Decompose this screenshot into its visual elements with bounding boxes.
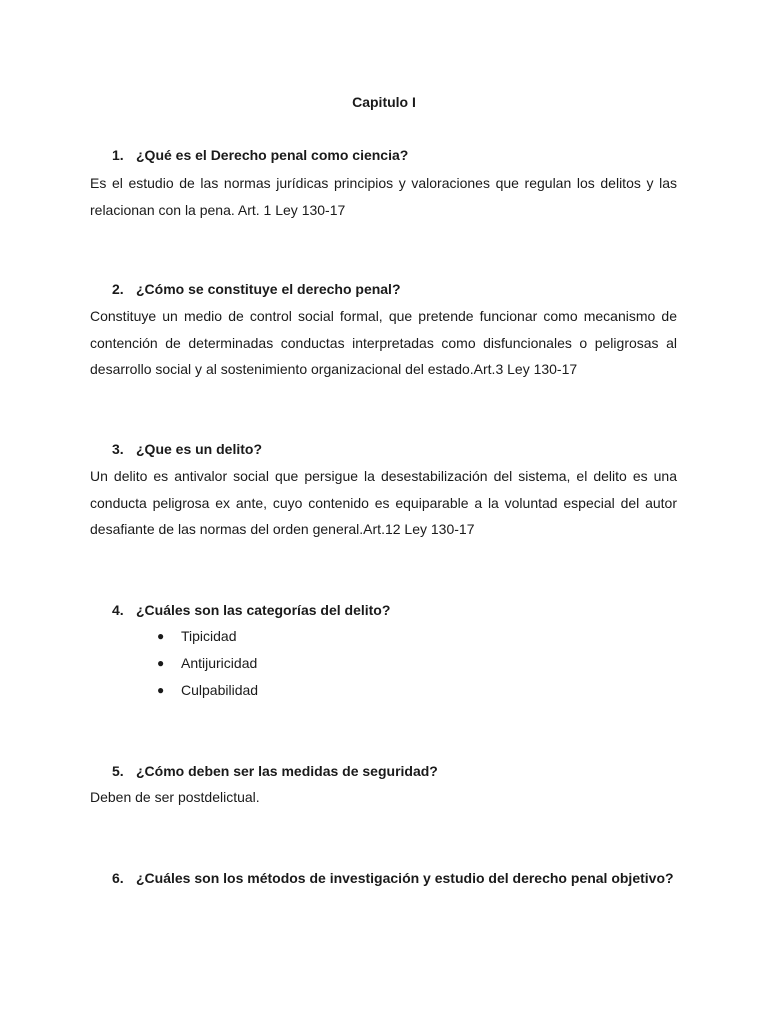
list-item <box>157 650 258 677</box>
answer-3: Un delito es antivalor social que persigue la desestabilización del sistema, el delito es una conducta peligrosa ex ante, cuyo contenido es equiparable a la voluntad especial del autor desafiante de las normas del orden general.Art.12 Ley 130-17 <box>90 468 677 537</box>
question-2-heading <box>112 276 677 303</box>
list-item-text: Culpabilidad <box>181 682 259 698</box>
list-item <box>157 677 258 704</box>
chapter-title: Capitulo I <box>352 94 416 110</box>
answer-1: Es el estudio de las normas jurídicas principios y valoraciones que regulan los delitos y las relacionan con la pena. Art. 1 Ley 130-17 <box>90 175 677 218</box>
bullet-icon: ● <box>157 683 165 697</box>
question-6-heading <box>112 865 677 892</box>
bullet-icon: ● <box>157 629 165 643</box>
list-item <box>157 623 258 650</box>
question-number: 4. <box>112 602 124 618</box>
question-1-heading <box>112 142 677 169</box>
question-number: 6. <box>112 870 124 886</box>
categories-list <box>157 623 258 704</box>
question-text: ¿Cuáles son los métodos de investigación y estudio del derecho penal objetivo? <box>136 870 674 886</box>
answer-5: Deben de ser postdelictual. <box>90 789 260 805</box>
question-3-heading <box>112 436 677 463</box>
question-number: 1. <box>112 147 124 163</box>
list-item-text: Antijuricidad <box>181 655 258 671</box>
question-text: ¿Cuáles son las categorías del delito? <box>136 602 391 618</box>
question-text: ¿Cómo deben ser las medidas de seguridad? <box>136 763 438 779</box>
question-text: ¿Qué es el Derecho penal como ciencia? <box>136 147 409 163</box>
question-number: 5. <box>112 763 124 779</box>
question-number: 2. <box>112 281 124 297</box>
bullet-icon: ● <box>157 656 165 670</box>
answer-2: Constituye un medio de control social formal, que pretende funcionar como mecanismo de contención de determinadas conductas interpretadas como disfuncionales o peligrosas al desarrollo social y al sostenimiento organizacional del estado.Art.3 Ley 130-17 <box>90 308 677 377</box>
question-number: 3. <box>112 441 124 457</box>
list-item-text: Tipicidad <box>181 628 237 644</box>
question-text: ¿Que es un delito? <box>136 441 263 457</box>
question-text: ¿Cómo se constituye el derecho penal? <box>136 281 401 297</box>
question-4-heading <box>112 597 677 624</box>
question-5-heading <box>112 758 677 785</box>
